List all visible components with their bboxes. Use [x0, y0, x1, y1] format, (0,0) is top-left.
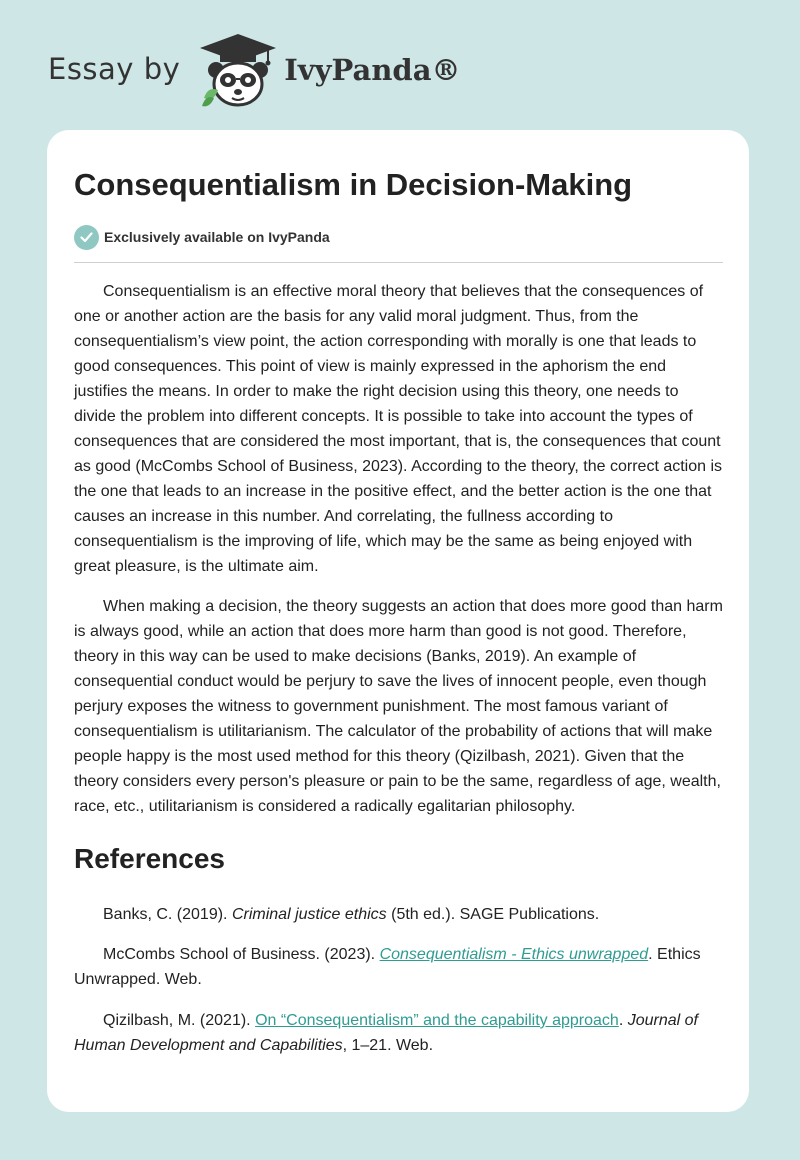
reference-title: Criminal justice ethics	[231, 906, 387, 923]
essay-by-label: Essay by	[48, 52, 181, 86]
reference-details: , 1–21. Web.	[342, 1037, 434, 1054]
reference-details: (5th ed.). SAGE Publications.	[386, 906, 600, 923]
reference-item	[74, 1008, 723, 1058]
reference-link[interactable]: On “Consequentialism” and the capability approach	[255, 1012, 619, 1029]
reference-item	[74, 902, 723, 927]
checkmark-icon	[74, 225, 99, 250]
reference-details: . Ethics Unwrapped. Web.	[74, 946, 701, 988]
references-heading: References	[74, 843, 225, 874]
reference-journal: Journal of Human Development and Capabilities	[74, 1012, 698, 1054]
reference-authors: Banks, C. (2019).	[103, 906, 232, 923]
exclusive-badge	[74, 224, 723, 250]
reference-item	[74, 942, 723, 992]
essay-paragraph: When making a decision, the theory suggests an action that does more good than harm is always good, while an action that does more harm than good is not good. Therefore, theory in this way can be used to make decisions (Banks, 2019). An example of consequential conduct would be perjury to save the lives of innocent people, even though perjury exposes the witness to government punishment. The most famous variant of consequentialism is utilitarianism. The calculator of the probability of actions that will make people happy is the most used method for this theory (Qizilbash, 2021). Given that the theory considers every person's pleasure or pain to be the same, regardless of age, wealth, race, etc., utilitarianism is considered a radically egalitarian philosophy.	[74, 598, 723, 815]
reference-authors: Qizilbash, M. (2021).	[103, 1012, 256, 1029]
reference-authors: McCombs School of Business. (2023).	[103, 946, 380, 963]
reference-link[interactable]: Consequentialism - Ethics unwrapped	[379, 946, 649, 963]
brand-name[interactable]: IvyPanda®	[284, 53, 461, 87]
essay-card	[47, 130, 749, 1112]
reference-separator: .	[618, 1012, 628, 1029]
exclusive-label: Exclusively available on IvyPanda	[104, 229, 330, 245]
page-title: Consequentialism in Decision-Making	[74, 167, 633, 202]
essay-paragraph: Consequentialism is an effective moral theory that believes that the consequences of one or another action are the basis for any valid moral judgment. Thus, from the consequentialism’s view point, the action corresponding with morally is one that leads to good consequences. This point of view is mainly expressed in the aphorism the end justifies the means. In order to make the right decision using this theory, one needs to divide the problem into different concepts. It is possible to take into account the types of consequences that are considered the most important, that is, the consequences that count as good (McCombs School of Business, 2023). According to the theory, the correct action is the one that leads to an increase in the positive effect, and the better action is the one that causes an increase in this number. And correlating, the fullness according to consequentialism is the improving of life, which may be the same as being enjoyed with great pleasure, is the ultimate aim.	[74, 283, 723, 575]
divider	[74, 262, 723, 263]
panda-logo-icon[interactable]	[198, 32, 278, 113]
site-header	[48, 34, 568, 110]
